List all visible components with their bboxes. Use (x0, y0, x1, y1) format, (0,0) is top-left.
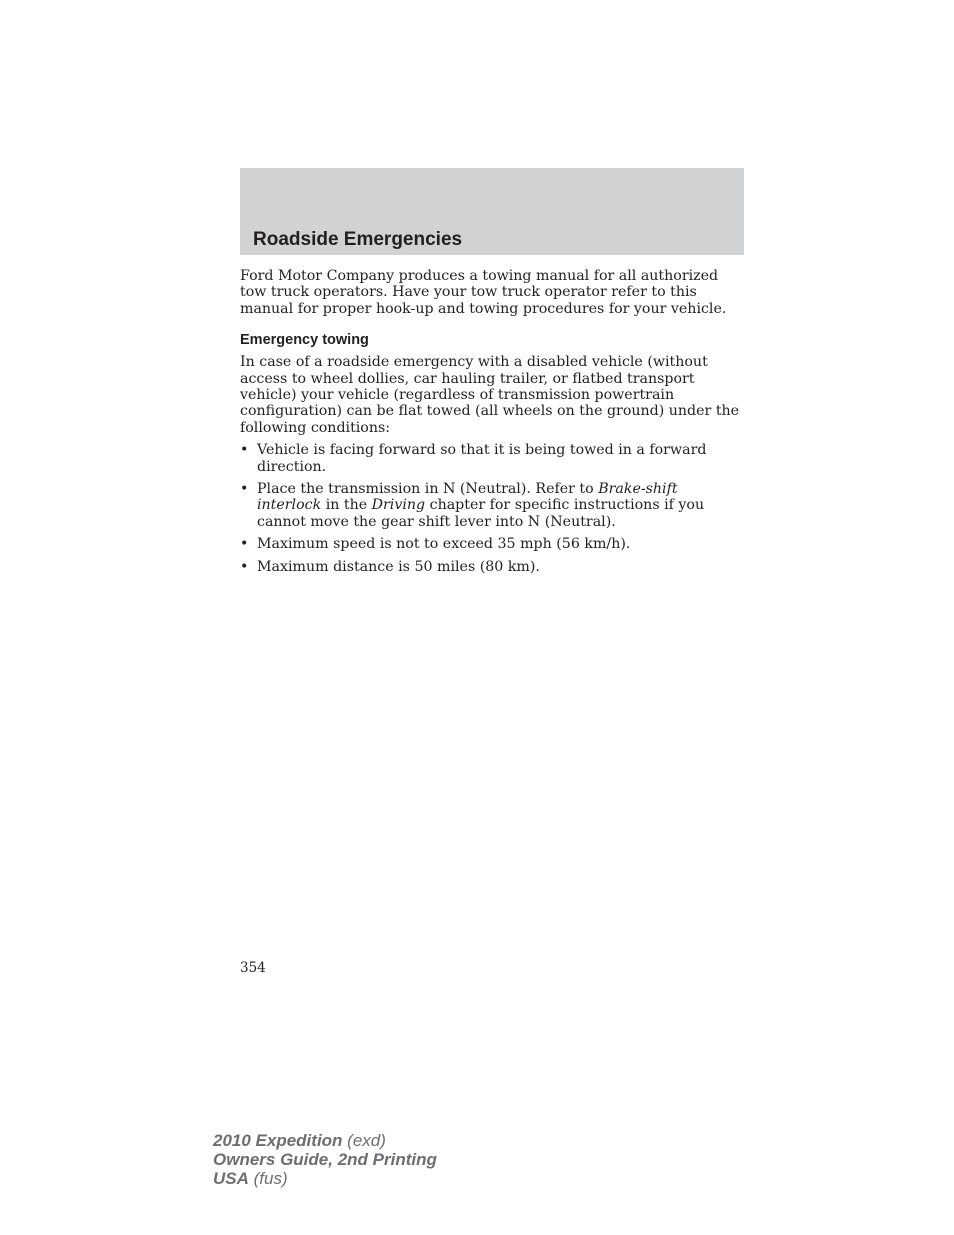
conditions-paragraph: In case of a roadside emergency with a disabled vehicle (without access to wheel dollies, car hauling trailer, or flatbed transport vehicle) your vehicle (regardless of transmission powertrain configuration) can be flat towed (all wheels on the ground) under the following conditions: (240, 354, 740, 436)
bullet-icon: • (240, 481, 249, 498)
main-content (240, 268, 745, 581)
footer-model-line: 2010 Expedition (exd) (213, 1131, 386, 1150)
list-item-text: Maximum speed is not to exceed 35 mph (56 km/h). (257, 536, 631, 553)
bullet-icon: • (240, 536, 249, 553)
page-number: 354 (240, 960, 266, 976)
list-item (240, 559, 745, 575)
list-item (240, 536, 745, 552)
brake-shift-interlock-reference: Brake-shift interlock (257, 481, 678, 514)
list-item (240, 442, 745, 475)
list-item (240, 481, 745, 530)
footer-region-line: USA (fus) (213, 1169, 288, 1188)
footer-edition-line: Owners Guide, 2nd Printing (213, 1150, 437, 1169)
section-header-band (240, 168, 744, 255)
list-item-text: Maximum distance is 50 miles (80 km). (257, 558, 540, 575)
emergency-towing-heading: Emergency towing (240, 332, 369, 349)
intro-paragraph: Ford Motor Company produces a towing manual for all authorized tow truck operators. Have your tow truck operator refer to this manual for proper hook-up and towing procedures for your vehicle. (240, 268, 727, 317)
list-item-text: Place the transmission in N (Neutral). Refer to Brake-shift interlock in the Driving chapter for specific instructions if you cannot move the gear shift lever into N (Neutral). (257, 481, 705, 530)
bullet-icon: • (240, 442, 249, 459)
list-item-text: Vehicle is facing forward so that it is being towed in a forward direction. (257, 442, 707, 475)
bullet-icon: • (240, 558, 249, 575)
conditions-list (240, 442, 745, 575)
document-footer (213, 1131, 437, 1188)
driving-chapter-reference: Driving (371, 497, 426, 514)
section-title: Roadside Emergencies (253, 229, 463, 250)
